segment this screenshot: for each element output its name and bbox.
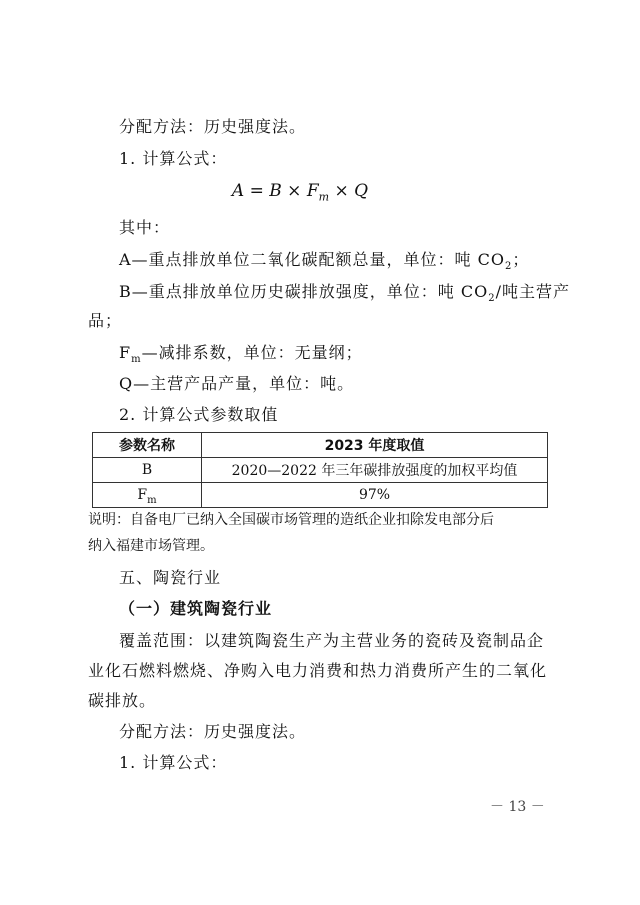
coverage-line3: 碳排放。 <box>88 691 157 710</box>
definition-b: B—重点排放单位历史碳排放强度，单位：吨 $CO_2/$吨主营产 <box>119 282 570 305</box>
allocation-formula: $A = B \times F_m \times Q$ <box>231 181 369 204</box>
definition-q: Q—主营产品产量，单位：吨。 <box>119 374 355 393</box>
allocation-method-value: 历史强度法。 <box>204 117 307 136</box>
table-row <box>93 483 548 508</box>
subsection-title: （一）建筑陶瓷行业 <box>119 599 273 618</box>
coverage-line1: 覆盖范围：以建筑陶瓷生产为主营业务的瓷砖及瓷制品企 <box>119 631 545 650</box>
table-header-param-name: 参数名称 <box>93 433 202 458</box>
table-header-value: 2023 年度取值 <box>202 433 548 458</box>
table-cell-value: 2020—2022 年三年碳排放强度的加权平均值 <box>202 458 548 483</box>
definition-b-continued: 品； <box>88 311 123 330</box>
definition-a: A—重点排放单位二氧化碳配额总量，单位：吨 $CO_2$； <box>119 250 530 273</box>
formula-heading-2: 1. 计算公式： <box>119 753 228 772</box>
table-cell-value: 97% <box>202 483 548 508</box>
table-header-row <box>93 433 548 458</box>
where-label: 其中： <box>119 218 171 237</box>
table-cell-param: B <box>93 458 202 483</box>
allocation-method-line <box>119 117 306 137</box>
coverage-line2: 业化石燃料燃烧、净购入电力消费和热力消费所产生的二氧化 <box>88 661 548 680</box>
formula-heading: 1. 计算公式： <box>119 149 228 168</box>
allocation-method-line-2: 分配方法：历史强度法。 <box>119 722 307 741</box>
table-row <box>93 458 548 483</box>
parameter-table <box>92 432 548 508</box>
table-note-line1: 说明：自备电厂已纳入全国碳市场管理的造纸企业扣除发电部分后 <box>88 512 494 528</box>
table-cell-param: $F_m$ <box>93 483 202 508</box>
definition-fm: $F_m—$减排系数，单位：无量纲； <box>119 343 363 366</box>
allocation-method-label: 分配方法： <box>119 117 205 136</box>
parameter-values-heading: 2. 计算公式参数取值 <box>119 405 279 424</box>
page-number: － 13 － <box>490 799 545 815</box>
table-note-line2: 纳入福建市场管理。 <box>88 538 214 554</box>
section-title: 五、陶瓷行业 <box>119 568 222 587</box>
